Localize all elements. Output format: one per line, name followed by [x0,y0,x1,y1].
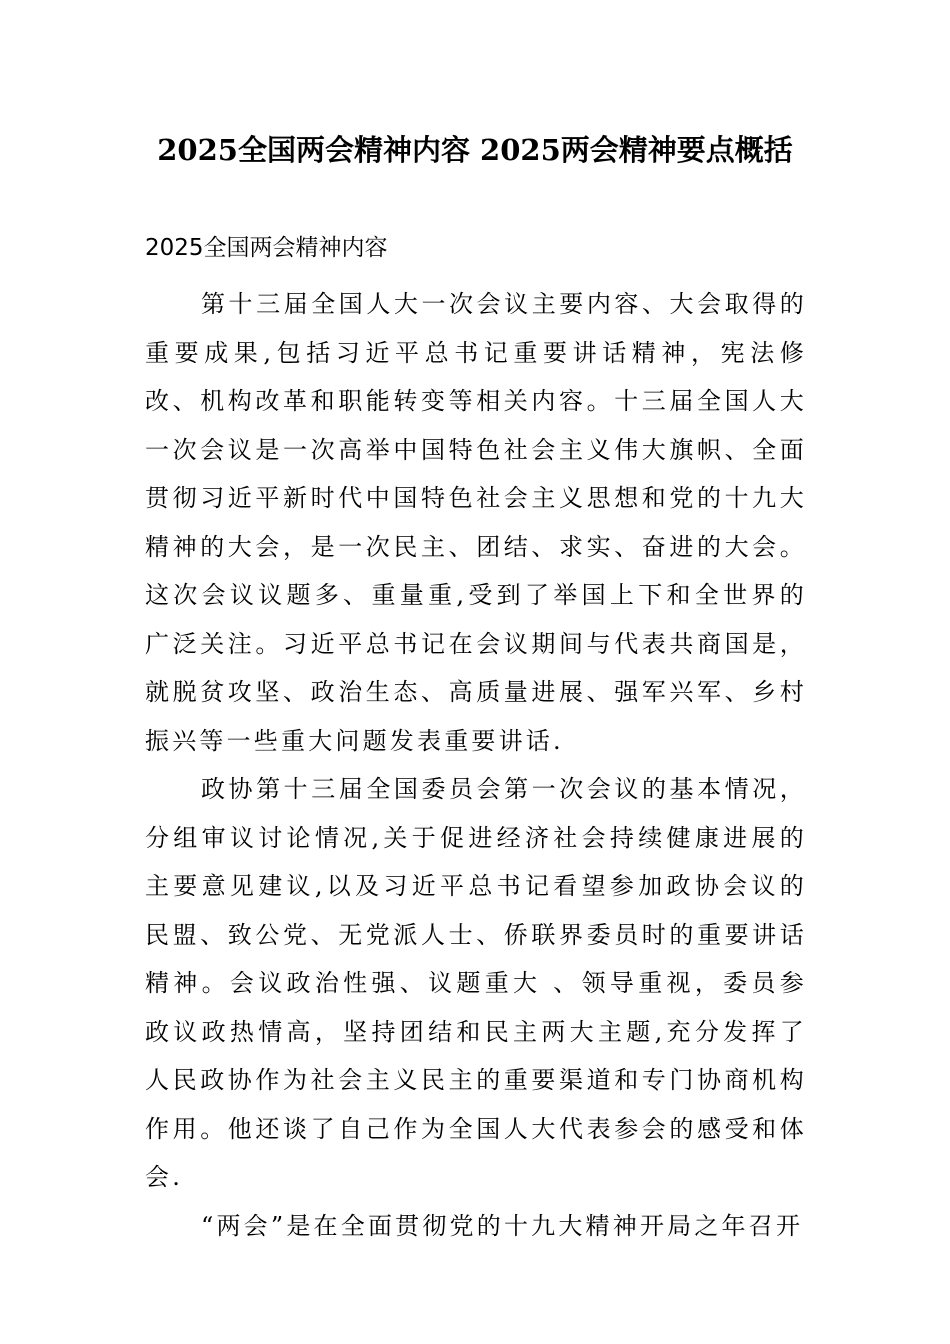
paragraph-cppcc-session: 政协第十三届全国委员会第一次会议的基本情况，分组审议讨论情况,关于促进经济社会持续健康进展的主要意见建议,以及习近平总书记看望参加政协会议的民盟、致公党、无党派人士、侨联界委员时的重要讲话精神。会议政治性强、议题重大 、领导重视，委员参政议政热情高，坚持团结和民主两大主题,充分发挥了人民政协作为社会主义民主的重要渠道和专门协商机构作用。他还谈了自己作为全国人大代表参会的感受和体会. [145,775,807,1191]
paragraph-npc-session: 第十三届全国人大一次会议主要内容、大会取得的重要成果,包括习近平总书记重要讲话精神，宪法修改、机构改革和职能转变等相关内容。十三届全国人大一次会议是一次高举中国特色社会主义伟大旗帜、全面贯彻习近平新时代中国特色社会主义思想和党的十九大精神的大会，是一次民主、团结、求实、奋进的大会。这次会议议题多、重量重,受到了举国上下和全世界的广泛关注。习近平总书记在会议期间与代表共商国是，就脱贫攻坚、政治生态、高质量进展、强军兴军、乡村振兴等一些重大问题发表重要讲话. [145,290,807,755]
document-title: 2025全国两会精神内容 2025两会精神要点概括 [157,133,793,167]
section-heading: 2025全国两会精神内容 [145,235,388,261]
document-body [145,280,807,1250]
paragraph-two-sessions: “两会”是在全面贯彻党的十九大精神开局之年召开 [201,1211,804,1240]
